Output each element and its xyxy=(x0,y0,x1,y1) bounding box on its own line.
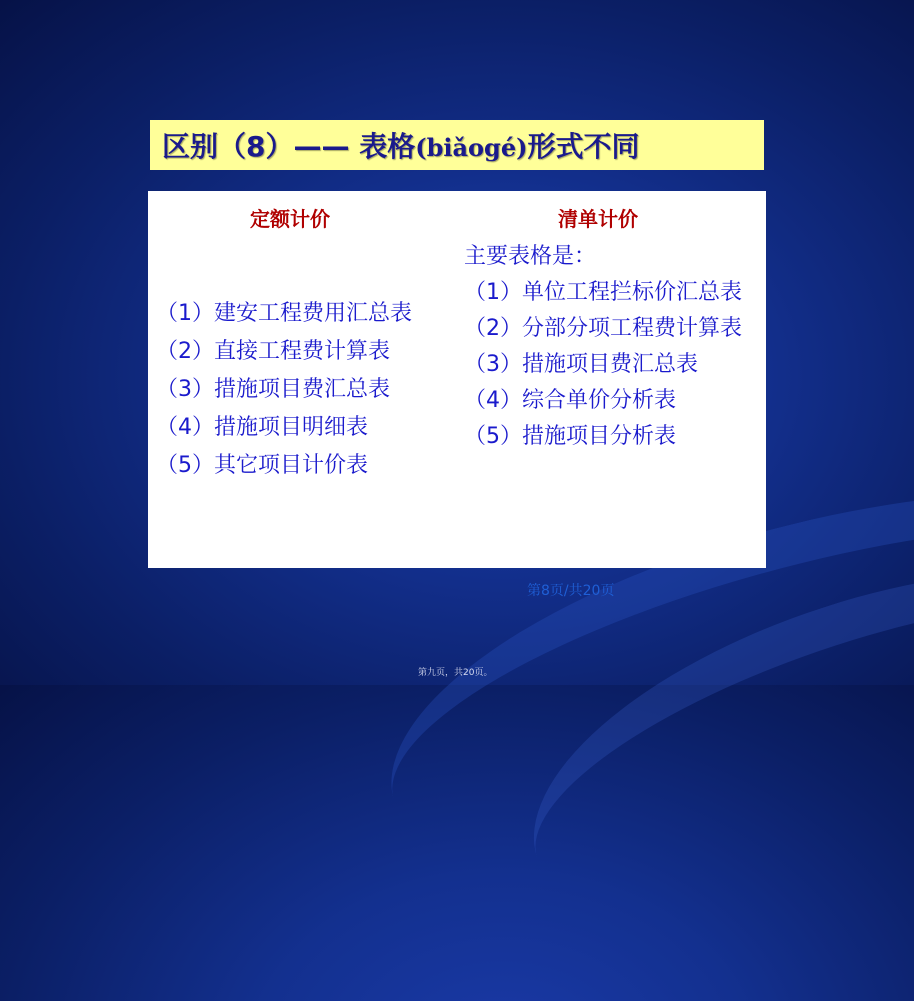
right-column-list xyxy=(464,239,760,455)
title-prefix: 区别（8）—— 表格 xyxy=(162,130,416,163)
list-item: （3）措施项目费汇总表 xyxy=(464,352,698,377)
list-item: （4）综合单价分析表 xyxy=(464,388,676,413)
title-pinyin: (biǎogé) xyxy=(415,133,528,162)
footer-text: 第九页，共20页。 xyxy=(418,668,493,678)
list-item: （3）措施项目费汇总表 xyxy=(156,377,390,402)
left-column-list xyxy=(156,295,446,485)
list-item: （2）分部分项工程费计算表 xyxy=(464,316,742,341)
list-item: （2）直接工程费计算表 xyxy=(156,339,390,364)
page-number: 第8页/共20页 xyxy=(527,583,615,599)
title-bar xyxy=(150,120,764,170)
right-column-heading: 清单计价 xyxy=(558,207,638,231)
list-item: （4）措施项目明细表 xyxy=(156,415,368,440)
left-column-heading: 定额计价 xyxy=(250,207,330,231)
list-item: （1）建安工程费用汇总表 xyxy=(156,301,412,326)
slide-title xyxy=(162,125,639,165)
comparison-panel xyxy=(148,191,766,568)
right-column-intro: 主要表格是： xyxy=(464,244,597,269)
list-item: （5）措施项目分析表 xyxy=(464,424,676,449)
list-item: （5）其它项目计价表 xyxy=(156,453,368,478)
title-suffix: 形式不同 xyxy=(527,130,640,163)
list-item: （1）单位工程拦标价汇总表 xyxy=(464,280,742,305)
